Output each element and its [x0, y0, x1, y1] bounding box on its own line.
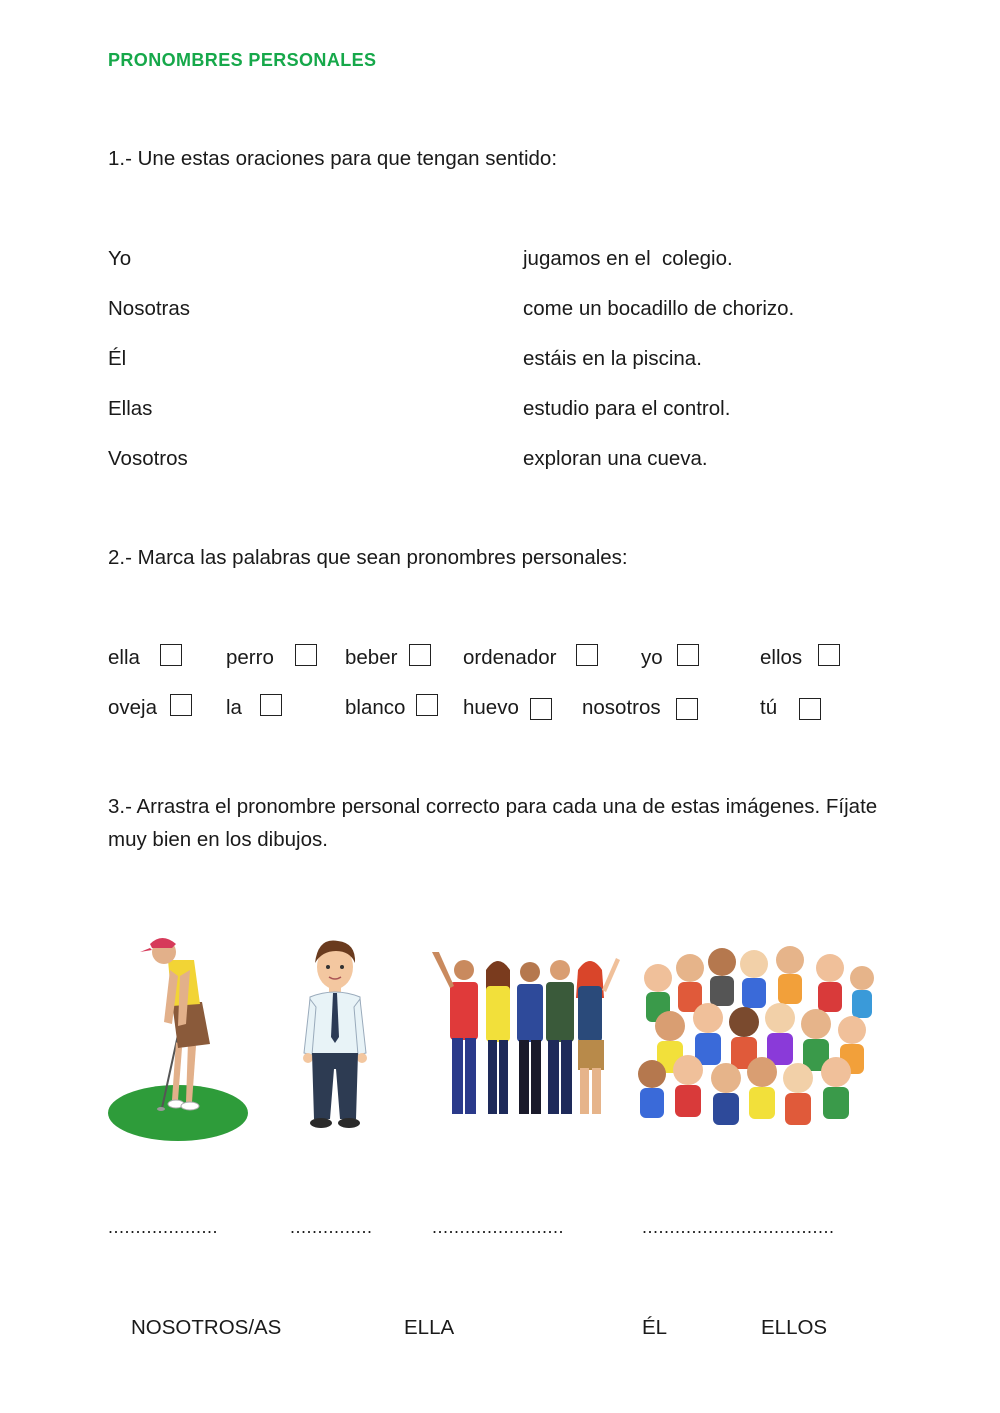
word-checkbox[interactable] [409, 644, 431, 666]
ex1-left-item[interactable]: Él [108, 347, 127, 370]
word-checkbox[interactable] [530, 698, 552, 720]
ex1-left-item[interactable]: Yo [108, 247, 132, 270]
group-adults-icon [426, 952, 620, 1124]
ex1-left-item[interactable]: Ellas [108, 397, 153, 420]
word-checkbox[interactable] [170, 694, 192, 716]
golfer-woman-icon [106, 930, 252, 1145]
answer-blank[interactable]: .................... [108, 1217, 219, 1237]
word-label: huevo [463, 696, 519, 719]
word-label: yo [641, 646, 663, 669]
word-label: ordenador [463, 646, 557, 669]
word-checkbox[interactable] [676, 698, 698, 720]
group-children-icon [630, 938, 880, 1138]
word-checkbox[interactable] [416, 694, 438, 716]
word-checkbox[interactable] [799, 698, 821, 720]
man-icon [300, 937, 370, 1129]
ex1-right-item[interactable]: estáis en la piscina. [523, 347, 702, 370]
ex1-instruction: 1.- Une estas oraciones para que tengan sentido: [108, 147, 558, 170]
drag-option[interactable]: NOSOTROS/AS [131, 1316, 282, 1339]
answer-blank[interactable]: ................................... [642, 1217, 835, 1237]
word-label: blanco [345, 696, 406, 719]
ex1-right-item[interactable]: exploran una cueva. [523, 447, 708, 470]
word-label: nosotros [582, 696, 661, 719]
ex1-right-item[interactable]: jugamos en el colegio. [523, 247, 733, 270]
answer-blank[interactable]: ........................ [432, 1217, 565, 1237]
word-label: la [226, 696, 242, 719]
ex1-right-item[interactable]: estudio para el control. [523, 397, 731, 420]
ex2-instruction: 2.- Marca las palabras que sean pronombres personales: [108, 546, 628, 569]
word-label: beber [345, 646, 398, 669]
ex1-left-item[interactable]: Vosotros [108, 447, 188, 470]
page-title: PRONOMBRES PERSONALES [108, 50, 377, 70]
drag-option[interactable]: ELLOS [761, 1316, 828, 1339]
ex1-right-item[interactable]: come un bocadillo de chorizo. [523, 297, 795, 320]
ex1-left-item[interactable]: Nosotras [108, 297, 191, 320]
word-label: perro [226, 646, 274, 669]
word-label: ellos [760, 646, 803, 669]
answer-blank[interactable]: ............... [290, 1217, 373, 1237]
word-label: tú [760, 696, 778, 719]
word-checkbox[interactable] [818, 644, 840, 666]
word-checkbox[interactable] [260, 694, 282, 716]
word-checkbox[interactable] [576, 644, 598, 666]
word-checkbox[interactable] [160, 644, 182, 666]
drag-option[interactable]: ÉL [642, 1316, 668, 1339]
word-checkbox[interactable] [677, 644, 699, 666]
ex3-instruction-line2: muy bien en los dibujos. [108, 828, 328, 851]
word-label: oveja [108, 696, 158, 719]
drag-option[interactable]: ELLA [404, 1316, 455, 1339]
ex3-instruction-line1: 3.- Arrastra el pronombre personal correcto para cada una de estas imágenes. Fíjate [108, 795, 878, 818]
word-checkbox[interactable] [295, 644, 317, 666]
word-label: ella [108, 646, 140, 669]
